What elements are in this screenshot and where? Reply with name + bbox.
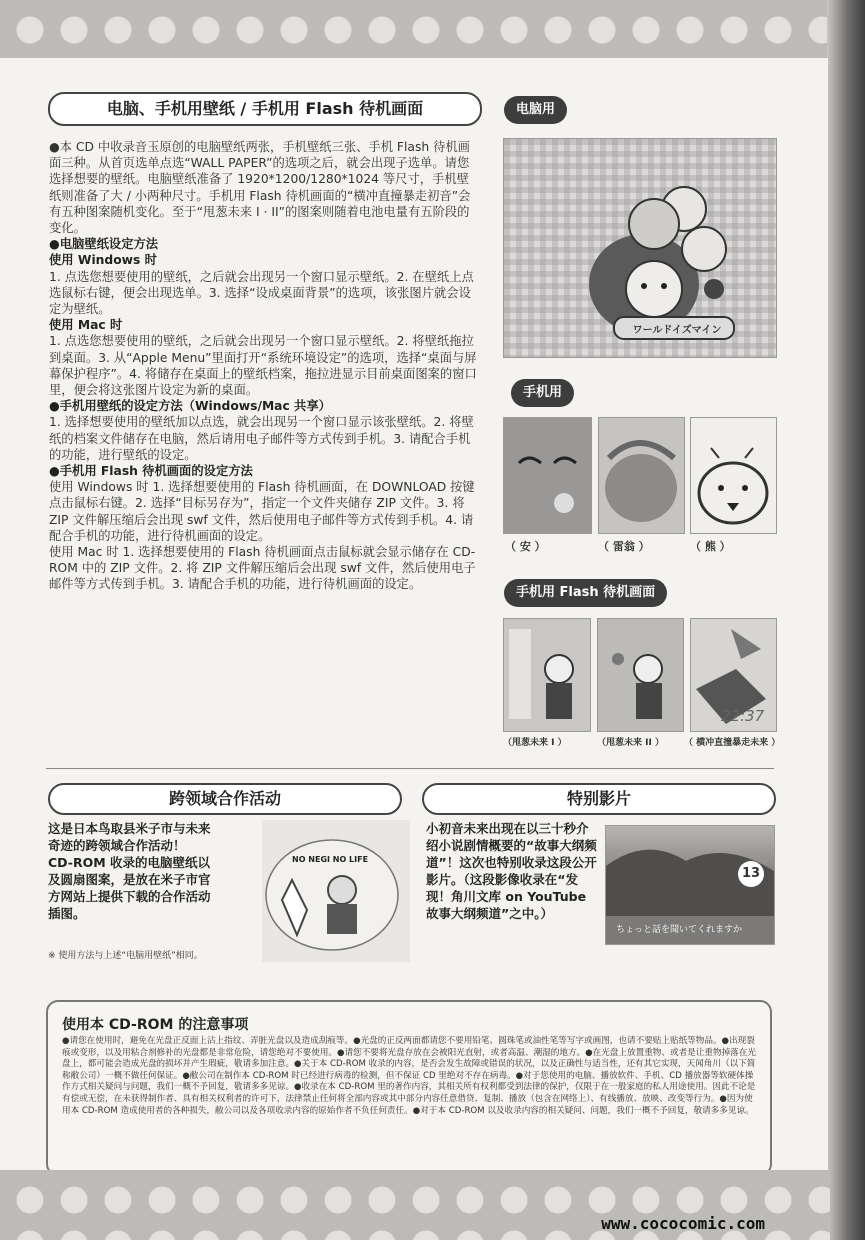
special-video-still[interactable] xyxy=(605,825,775,945)
intro-paragraph: ●本 CD 中收录音玉原创的电脑壁纸两张，手机壁纸三张、手机 Flash 待机画面三种。从首页选单点选“WALL PAPER”的选项之后，就会出现子选单。请您选择想要的壁纸。电脑壁纸准备了 1920*1200/1280*1024 等尺寸，手机壁纸则准备了大 / 小两种尺寸。手机用 Flash 待机画面的“横冲直撞暴走初音”会有五种图案随机变化。至于“甩葱未来 I · II”的图案则随着电池电量有五阶段的变化。 xyxy=(49,140,471,236)
flash-caption-2: （甩葱未来 II ） xyxy=(597,738,664,748)
section-divider xyxy=(46,768,774,769)
mobile-steps: 1. 选择想要使用的壁纸加以点选，就会出现另一个窗口显示该张壁纸。2. 将壁纸的档案文件储存在电脑，然后请用电子邮件等方式传到手机。3. 请配合手机的功能，进行壁纸的设定。 xyxy=(49,415,474,462)
flash-caption-1: （甩葱未来 I ） xyxy=(503,738,567,748)
video-subtitle: ちょっと話を聞いてくれますか xyxy=(616,925,743,935)
caption-an: （ 安 ） xyxy=(505,540,546,553)
special-body: 小初音未来出现在以三十秒介绍小说剧情概要的“故事大纲频道”！这次也特别收录这段公开影片。（这段影像收录在“发现！角川文库 on YouTube 故事大纲频道”之中。） xyxy=(426,821,597,921)
flash-screen-2 xyxy=(597,618,684,732)
collab-fan-image xyxy=(262,820,410,962)
fan-text: NO NEGI NO LIFE xyxy=(292,855,369,864)
tag-pc: 电脑用 xyxy=(506,98,565,122)
cdrom-notes-box xyxy=(46,1000,772,1176)
pc-windows-steps: 1. 点选您想要使用的壁纸，之后就会出现另一个窗口显示壁纸。2. 在壁纸上点选鼠标右键，便会出现选单。3. 选择“设成桌面背景”的选项，该张图片就会设定为壁纸。 xyxy=(49,269,474,317)
caption-bear: （ 熊 ） xyxy=(690,540,731,553)
page-edge xyxy=(827,0,865,1240)
collab-body: 这是日本鸟取县米子市与未来奇迹的跨领域合作活动！ CD-ROM 收录的电脑壁纸以及圆扇图案，是放在米子市官方网站上提供下载的合作活动插图。 xyxy=(48,821,211,921)
pc-wallpaper-image xyxy=(503,138,777,358)
section-title-wallpaper: 电脑、手机用壁纸 / 手机用 Flash 待机画面 xyxy=(48,92,482,126)
mobile-heading: ●手机用壁纸的设定方法（Windows/Mac 共享） xyxy=(49,399,331,414)
section-title-special: 特别影片 xyxy=(422,783,776,815)
flash-heading: ●手机用 Flash 待机画面的设定方法 xyxy=(49,464,253,479)
mobile-wallpaper-an xyxy=(503,417,592,534)
video-episode-badge: 13 xyxy=(738,861,764,887)
flash-clock: 22:37 xyxy=(721,707,765,725)
flash-windows-steps: 使用 Windows 时 1. 选择想要使用的 Flash 待机画面，在 DOWNLOAD 按键点击鼠标右键。2. 选择“目标另存为”，指定一个文件夹储存 ZIP 文件。3. 将 ZIP 文件解压缩后会出现 swf 文件，然后使用电子邮件等方式传到手机。4. 请配合手机的功能，进行待机画面的设定。 xyxy=(49,480,475,543)
section-title-collab: 跨领域合作活动 xyxy=(48,783,402,815)
pc-heading: ●电脑壁纸设定方法 xyxy=(49,237,159,252)
caption-leon: （ 雷翁 ） xyxy=(598,540,650,553)
wallpaper-logo-text: ワールドイズマイン xyxy=(632,325,722,336)
pc-windows-heading: 使用 Windows 时 xyxy=(49,253,157,268)
pc-mac-heading: 使用 Mac 时 xyxy=(49,318,123,333)
tag-flash: 手机用 Flash 待机画面 xyxy=(506,581,665,605)
wallpaper-instructions xyxy=(49,139,481,593)
mobile-wallpaper-bear xyxy=(690,417,777,534)
flash-screen-1 xyxy=(503,618,591,732)
flash-screen-3 xyxy=(690,618,777,732)
notes-body: ●请您在使用时，避免在光盘正反面上沾上指纹、弄脏光盘以及造成刮痕等。●光盘的正反两面都请您不要用铅笔、圆珠笔或油性笔等写字或画图，也请不要贴上贴纸等物品。●出现裂痕或变形，以及用粘合剂修补的光盘都是非常危险，请您绝对不要使用。●请您不要将光盘存放在会被阳光直射，或者高温、潮湿的地方。●在光盘上放置重物、或者是让重物掉落在光盘上，都可能会造成光盘的损坏并产生瑕疵，敬请多加注意。●关于本 CD-ROM 收录的内容，是否会发生故障或错误的状况，以及正确性与适当性，还有其它实现，天闻角川（以下简称敝公司）一概不做任何保证。●敝公司在制作本 CD-ROM 时已经进行病毒的检测，但不保证 CD 里绝对不存在病毒。●对于您使用的电脑、播放软件、手机、CD 播放器等软硬体操作方式相关疑问与问题，我们一概不予回复，敬请多多见谅。●收录在本 CD-ROM 里的著作内容，其相关所有权利都受到法律的保护，仅限于在一般家庭的私人用途使用。因此不论是有偿或无偿，在未获得制作者、具有相关权利者的许可下，法律禁止任何将全部内容或其中部分内容任意借贷、复制、播放（包含在网络上）、有线播放、放映、改变等行为。●因为使用本 CD-ROM 造成使用者的各种损失，敝公司以及各项收录内容的原始作者不负任何责任。●对于本 CD-ROM 以及收录内容的相关疑问、问题，我们一概不予回复，敬请多多见谅。 xyxy=(62,1036,756,1116)
flash-mac-steps: 使用 Mac 时 1. 选择想要使用的 Flash 待机画面点击鼠标就会显示储存在 CD-ROM 中的 ZIP 文件。2. 将 ZIP 文件解压缩后会出现 swf 文件，然后使用电子邮件等方式传到手机。3. 请配合手机的功能，进行待机画面的设定。 xyxy=(49,545,476,592)
mobile-wallpaper-leon xyxy=(598,417,685,534)
notes-title: 使用本 CD-ROM 的注意事项 xyxy=(62,1017,249,1033)
collab-note: ※ 使用方法与上述“电脑用壁纸”相同。 xyxy=(48,951,203,961)
tag-mobile: 手机用 xyxy=(513,381,572,405)
flash-caption-3: （ 横冲直撞暴走未来 ） xyxy=(684,738,781,748)
watermark: www.cococomic.com xyxy=(601,1214,765,1233)
top-pattern-band xyxy=(0,0,830,60)
pc-mac-steps: 1. 点选您想要使用的壁纸，之后就会出现另一个窗口显示壁纸。2. 将壁纸拖拉到桌面。3. 从“Apple Menu”里面打开“系统环境设定”的选项，选择“桌面与屏幕保护程序”。4. 将储存在桌面上的壁纸档案，拖拉进显示目前桌面图案的窗口里，便会将这张图片设定为新的桌面。 xyxy=(49,334,477,398)
